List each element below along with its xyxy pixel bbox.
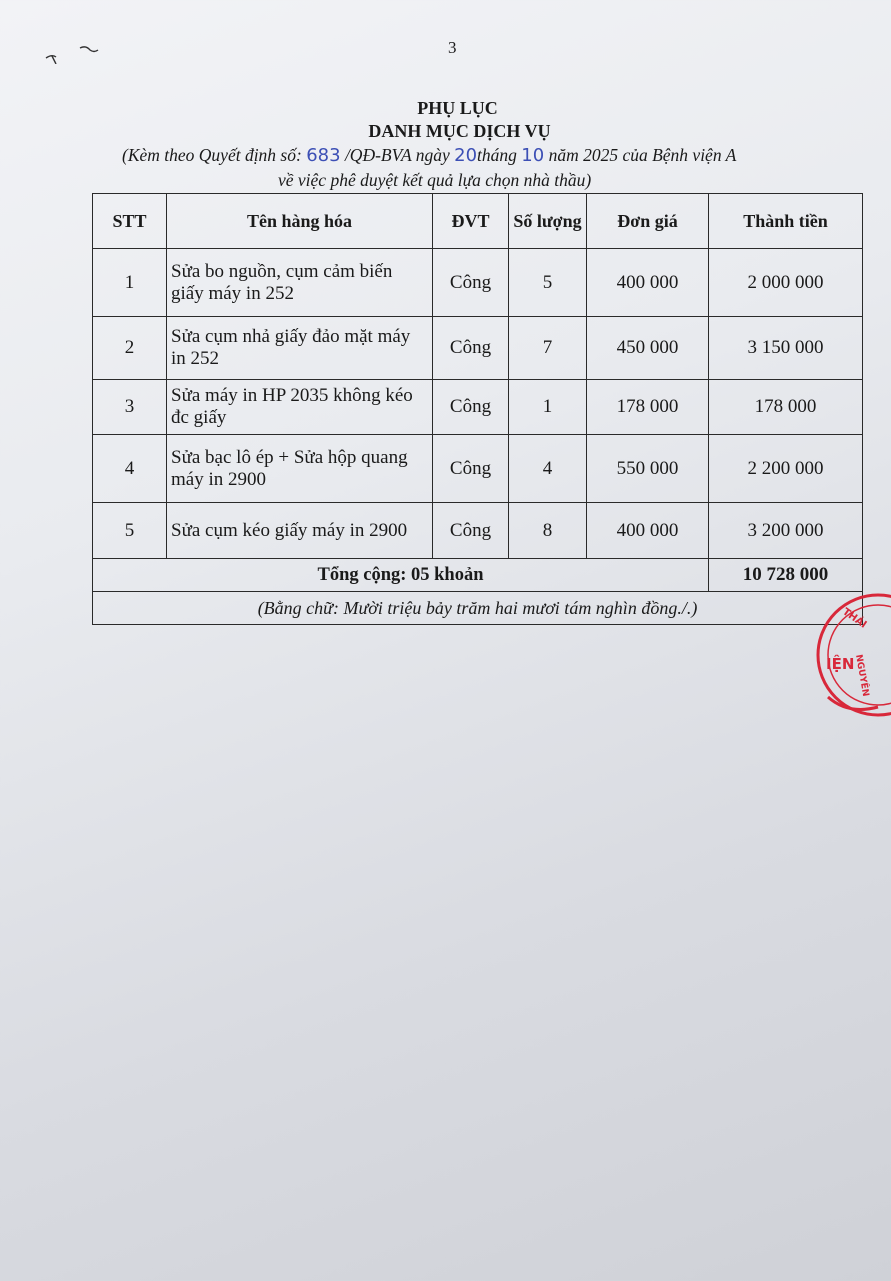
page-number: 3 — [448, 38, 457, 57]
doc-title: PHỤ LỤC — [417, 98, 498, 118]
header-price: Đơn giá — [587, 194, 709, 249]
red-seal-stamp — [808, 585, 891, 725]
cell-amount: 3 150 000 — [709, 317, 863, 380]
table-row — [93, 435, 863, 503]
table-row — [93, 380, 863, 435]
table-header-row — [93, 194, 863, 249]
decision-month: 10 — [521, 145, 545, 166]
cell-stt: 3 — [93, 380, 167, 435]
cell-unit: Công — [433, 503, 509, 559]
cell-stt: 4 — [93, 435, 167, 503]
table-row — [93, 317, 863, 380]
caption-mid-1: /QĐ-BVA ngày — [340, 145, 455, 165]
cell-amount: 178 000 — [709, 380, 863, 435]
decision-day: 20 — [454, 145, 478, 166]
in-words-row — [93, 592, 863, 625]
cell-stt: 2 — [93, 317, 167, 380]
caption-mid-2: tháng — [477, 145, 522, 165]
cell-name: Sửa cụm nhả giấy đảo mặt máy in 252 — [167, 317, 433, 380]
header-name: Tên hàng hóa — [167, 194, 433, 249]
cell-name: Sửa bạc lô ép + Sửa hộp quang máy in 2900 — [167, 435, 433, 503]
header-unit: ĐVT — [433, 194, 509, 249]
svg-text:THÁI: THÁI — [840, 606, 869, 631]
cell-price: 550 000 — [587, 435, 709, 503]
cell-unit: Công — [433, 317, 509, 380]
total-label: Tổng cộng: 05 khoản — [93, 559, 709, 592]
total-amount: 10 728 000 — [709, 559, 863, 592]
total-row — [93, 559, 863, 592]
decision-number: 683 — [306, 145, 341, 166]
caption-suffix: năm 2025 của Bệnh viện A — [544, 145, 737, 165]
cell-price: 178 000 — [587, 380, 709, 435]
cell-name: Sửa cụm kéo giấy máy in 2900 — [167, 503, 433, 559]
table-row — [93, 503, 863, 559]
cell-qty: 7 — [509, 317, 587, 380]
cell-qty: 1 — [509, 380, 587, 435]
pen-mark — [44, 42, 104, 64]
cell-name: Sửa máy in HP 2035 không kéo đc giấy — [167, 380, 433, 435]
cell-qty: 5 — [509, 249, 587, 317]
caption-line-2: về việc phê duyệt kết quả lựa chọn nhà thầu) — [278, 170, 592, 190]
cell-amount: 2 000 000 — [709, 249, 863, 317]
cell-unit: Công — [433, 249, 509, 317]
cell-qty: 8 — [509, 503, 587, 559]
header-amount: Thành tiền — [709, 194, 863, 249]
cell-stt: 5 — [93, 503, 167, 559]
table-row — [93, 249, 863, 317]
svg-text:IỆN: IỆN — [826, 655, 855, 673]
header-stt: STT — [93, 194, 167, 249]
amount-in-words: (Bằng chữ: Mười triệu bảy trăm hai mươi tám nghìn đồng./.) — [93, 592, 863, 625]
cell-unit: Công — [433, 380, 509, 435]
cell-price: 400 000 — [587, 249, 709, 317]
header-qty: Số lượng — [509, 194, 587, 249]
cell-name: Sửa bo nguồn, cụm cảm biến giấy máy in 252 — [167, 249, 433, 317]
cell-amount: 3 200 000 — [709, 503, 863, 559]
cell-price: 400 000 — [587, 503, 709, 559]
svg-text:NGUYÊN: NGUYÊN — [853, 653, 871, 698]
cell-unit: Công — [433, 435, 509, 503]
cell-stt: 1 — [93, 249, 167, 317]
doc-subtitle: DANH MỤC DỊCH VỤ — [368, 121, 551, 141]
cell-amount: 2 200 000 — [709, 435, 863, 503]
caption-line-1 — [122, 145, 736, 166]
service-table — [92, 193, 863, 625]
caption-prefix: (Kèm theo Quyết định số: — [122, 145, 307, 165]
cell-price: 450 000 — [587, 317, 709, 380]
cell-qty: 4 — [509, 435, 587, 503]
